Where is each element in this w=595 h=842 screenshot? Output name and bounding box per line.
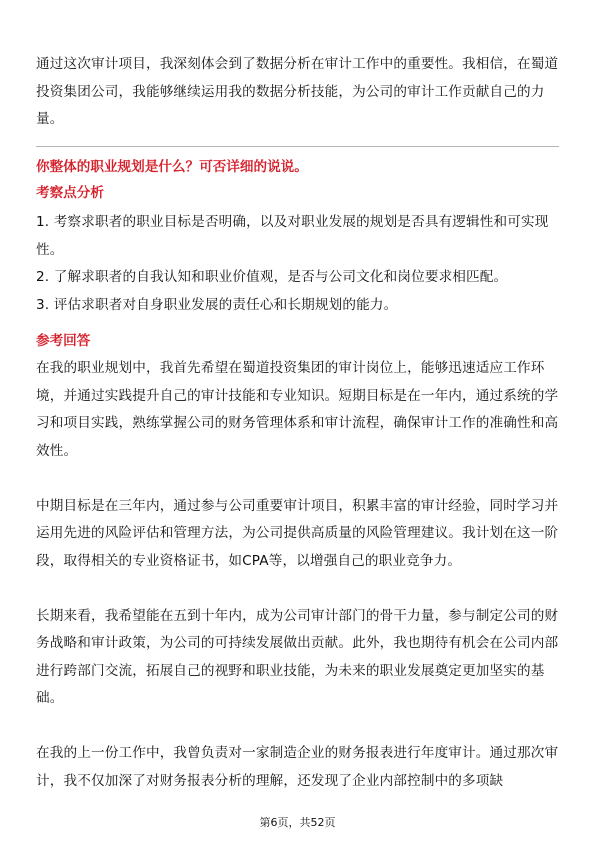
answer-paragraph-4: 在我的上一份工作中，我曾负责对一家制造企业的财务报表进行年度审计。通过那次审计，我不仅加深了对财务报表分析的理解，还发现了企业内部控制中的多项缺 bbox=[36, 745, 559, 789]
analysis-item-1: 1. 考察求职者的职业目标是否明确，以及对职业发展的规划是否具有逻辑性和可实现性。 bbox=[36, 214, 549, 258]
analysis-list bbox=[36, 209, 559, 319]
analysis-item-2: 2. 了解求职者的自我认知和职业价值观，是否与公司文化和岗位要求相匹配。 bbox=[36, 269, 508, 285]
answer-paragraph-2: 中期目标是在三年内，通过参与公司重要审计项目，积累丰富的审计经验，同时学习并运用先进的风险评估和管理方法，为公司提供高质量的风险管理建议。我计划在这一阶段，取得相关的专业资格证书，如CPA等，以增强自己的职业竞争力。 bbox=[36, 497, 559, 569]
answer-title: 参考回答 bbox=[36, 333, 91, 349]
question-heading: 你整体的职业规划是什么？可否详细的说说。 bbox=[36, 159, 308, 175]
answer-paragraph-3: 长期来看，我希望能在五到十年内，成为公司审计部门的骨干力量，参与制定公司的财务战略和审计政策，为公司的可持续发展做出贡献。此外，我也期待有机会在公司内部进行跨部门交流，拓展自己的视野和职业技能，为未来的职业发展奠定更加坚实的基础。 bbox=[36, 607, 559, 706]
analysis-item-3: 3. 评估求职者对自身职业发展的责任心和长期规划的能力。 bbox=[36, 296, 398, 313]
intro-paragraph: 通过这次审计项目，我深刻体会到了数据分析在审计工作中的重要性。我相信，在蜀道投资集团公司，我能够继续运用我的数据分析技能，为公司的审计工作贡献自己的力量。 bbox=[36, 56, 559, 127]
page-number: 第6页，共52页 bbox=[259, 816, 336, 829]
section-divider bbox=[36, 146, 559, 147]
answer-paragraph-1: 在我的职业规划中，我首先希望在蜀道投资集团的审计岗位上，能够迅速适应工作环境，并通过实践提升自己的审计技能和专业知识。短期目标是在一年内，通过系统的学习和项目实践，熟练掌握公司的财务管理体系和审计流程，确保审计工作的准确性和高效性。 bbox=[36, 360, 559, 459]
answer-body bbox=[36, 355, 559, 795]
analysis-title: 考察点分析 bbox=[36, 185, 104, 201]
